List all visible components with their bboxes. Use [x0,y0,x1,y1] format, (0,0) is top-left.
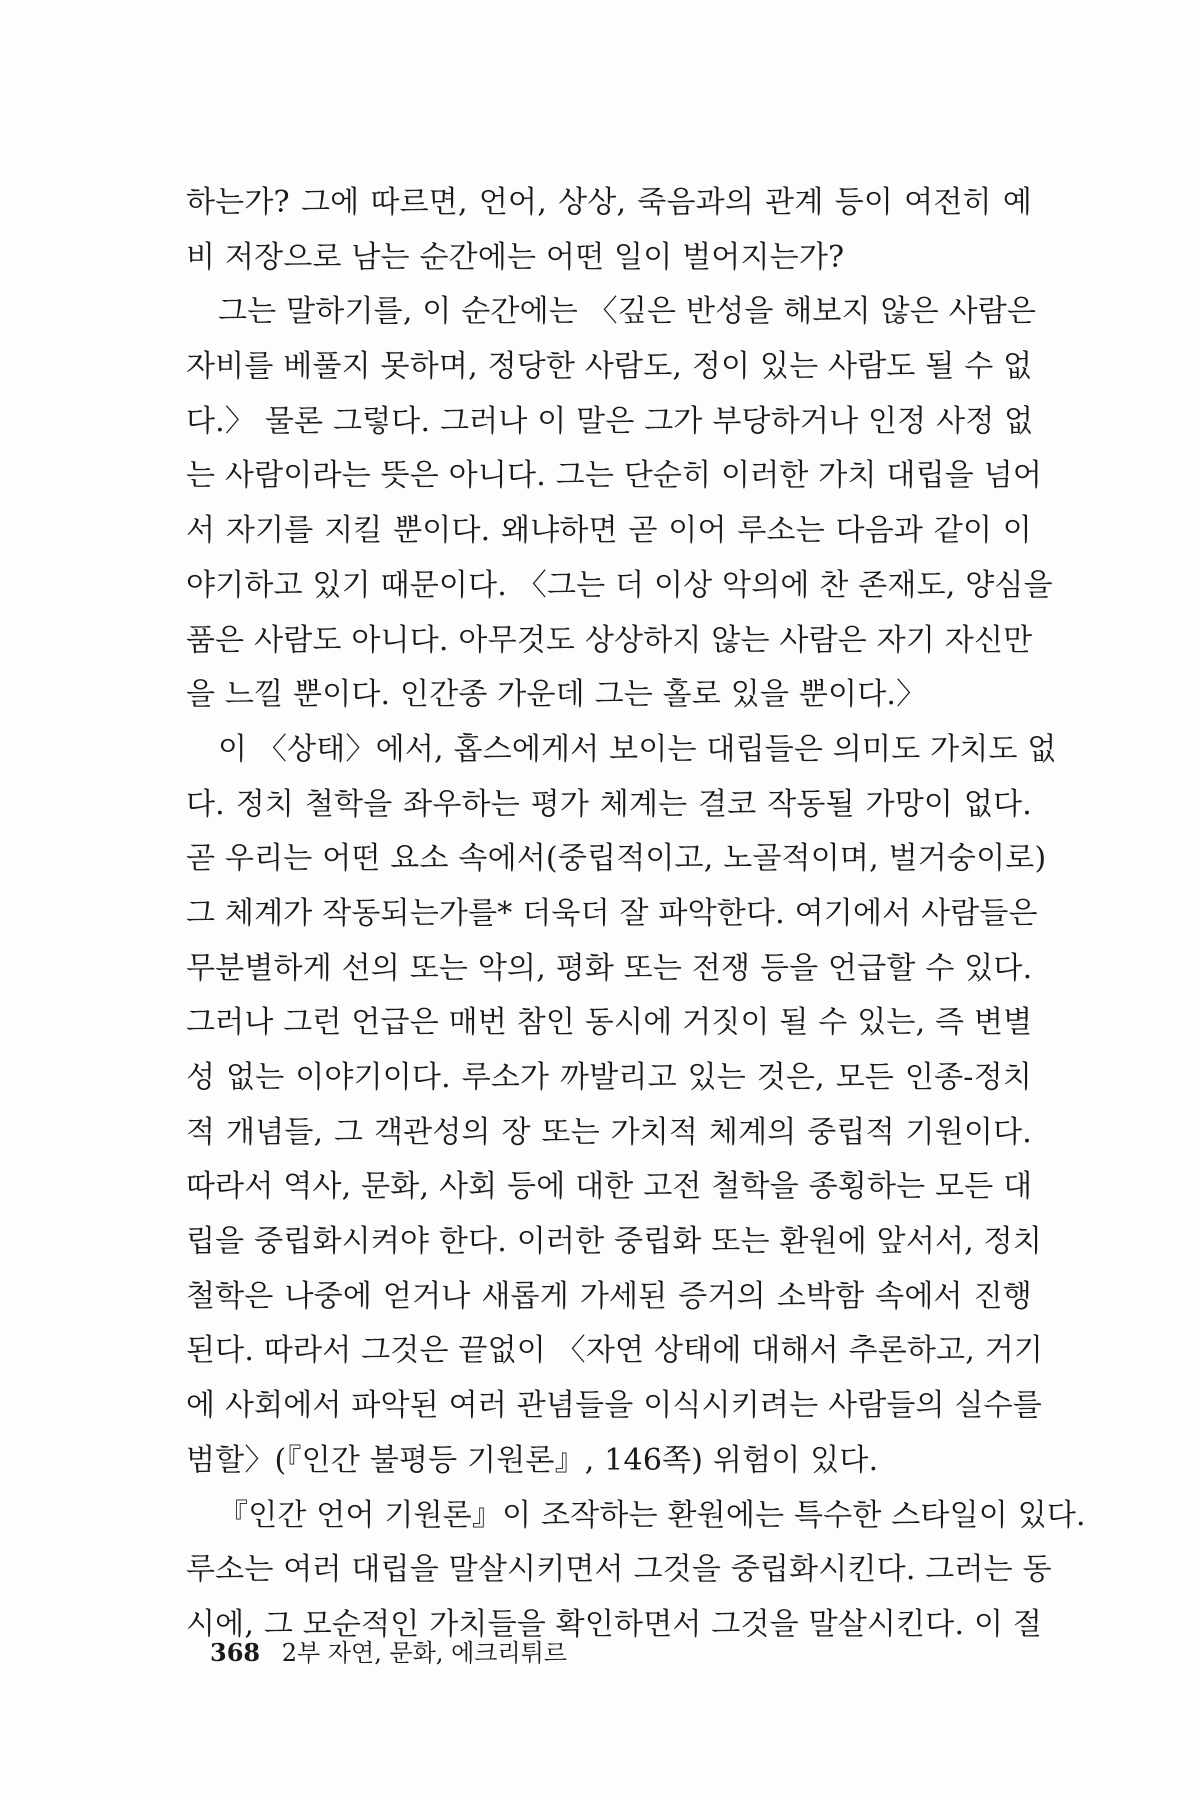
text-line: 이 〈상태〉에서, 홉스에게서 보이는 대립들은 의미도 가치도 없 [218,731,1057,767]
text-line: 에 사회에서 파악된 여러 관념들을 이식시키려는 사람들의 실수를 [186,1388,1043,1424]
text-line: 성 없는 이야기이다. 루소가 까발리고 있는 것은, 모든 인종-정치 [186,1060,1032,1095]
text-line: 야기하고 있기 때문이다. 〈그는 더 이상 악의에 찬 존재도, 양심을 [186,567,1053,603]
text-line: 그 체계가 작동되는가를* 더욱더 잘 파악한다. 여기에서 사람들은 [186,895,1038,931]
text-line: 철학은 나중에 얻거나 새롭게 가세된 증거의 소박함 속에서 진행 [186,1278,1032,1314]
text-line: 을 느낄 뿐이다. 인간종 가운데 그는 홀로 있을 뿐이다.〉 [186,677,927,713]
body-text [186,176,1086,1653]
text-line: 하는가? 그에 따르면, 언어, 상상, 죽음과의 관계 등이 여전히 예 [186,185,1032,220]
text-line: 그는 말하기를, 이 순간에는 〈깊은 반성을 해보지 않은 사람은 [218,294,1037,330]
text-line: 따라서 역사, 문화, 사회 등에 대한 고전 철학을 종횡하는 모든 대 [186,1169,1033,1205]
text-line: 『인간 언어 기원론』이 조작하는 환원에는 특수한 스타일이 있다. [218,1497,1086,1533]
text-line: 루소는 여러 대립을 말살시키면서 그것을 중립화시킨다. 그러는 동 [186,1552,1052,1588]
text-line: 곧 우리는 어떤 요소 속에서(중립적이고, 노골적이며, 벌거숭이로) [186,841,1047,877]
page-number: 368 [210,1638,261,1667]
text-line: 시에, 그 모순적인 가치들을 확인하면서 그것을 말살시킨다. 이 절 [186,1606,1043,1642]
text-line: 자비를 베풀지 못하며, 정당한 사람도, 정이 있는 사람도 될 수 없 [186,349,1033,385]
text-line: 비 저장으로 남는 순간에는 어떤 일이 벌어지는가? [186,239,845,275]
text-line: 품은 사람도 아니다. 아무것도 상상하지 않는 사람은 자기 자신만 [186,622,1033,658]
text-line: 는 사람이라는 뜻은 아니다. 그는 단순히 이러한 가치 대립을 넘어 [186,458,1043,494]
text-line: 범할〉(『인간 불평등 기원론』, 146쪽) 위험이 있다. [186,1442,879,1478]
text-line: 무분별하게 선의 또는 악의, 평화 또는 전쟁 등을 언급할 수 있다. [186,950,1033,986]
text-line: 적 개념들, 그 객관성의 장 또는 가치적 체계의 중립적 기원이다. [186,1114,1032,1150]
page-footer [210,1633,567,1668]
text-line: 된다. 따라서 그것은 끝없이 〈자연 상태에 대해서 추론하고, 거기 [186,1333,1044,1369]
running-title: 2부 자연, 문화, 에크리튀르 [281,1639,568,1667]
text-line: 다.〉 물론 그렇다. 그러나 이 말은 그가 부당하거나 인정 사정 없 [186,403,1034,439]
text-line: 다. 정치 철학을 좌우하는 평가 체계는 결코 작동될 가망이 없다. [186,786,1032,822]
text-line: 그러나 그런 언급은 매번 참인 동시에 거짓이 될 수 있는, 즉 변별 [186,1005,1033,1041]
text-line: 서 자기를 지킬 뿐이다. 왜냐하면 곧 이어 루소는 다음과 같이 이 [186,513,1032,549]
text-line: 립을 중립화시켜야 한다. 이러한 중립화 또는 환원에 앞서서, 정치 [186,1224,1043,1260]
